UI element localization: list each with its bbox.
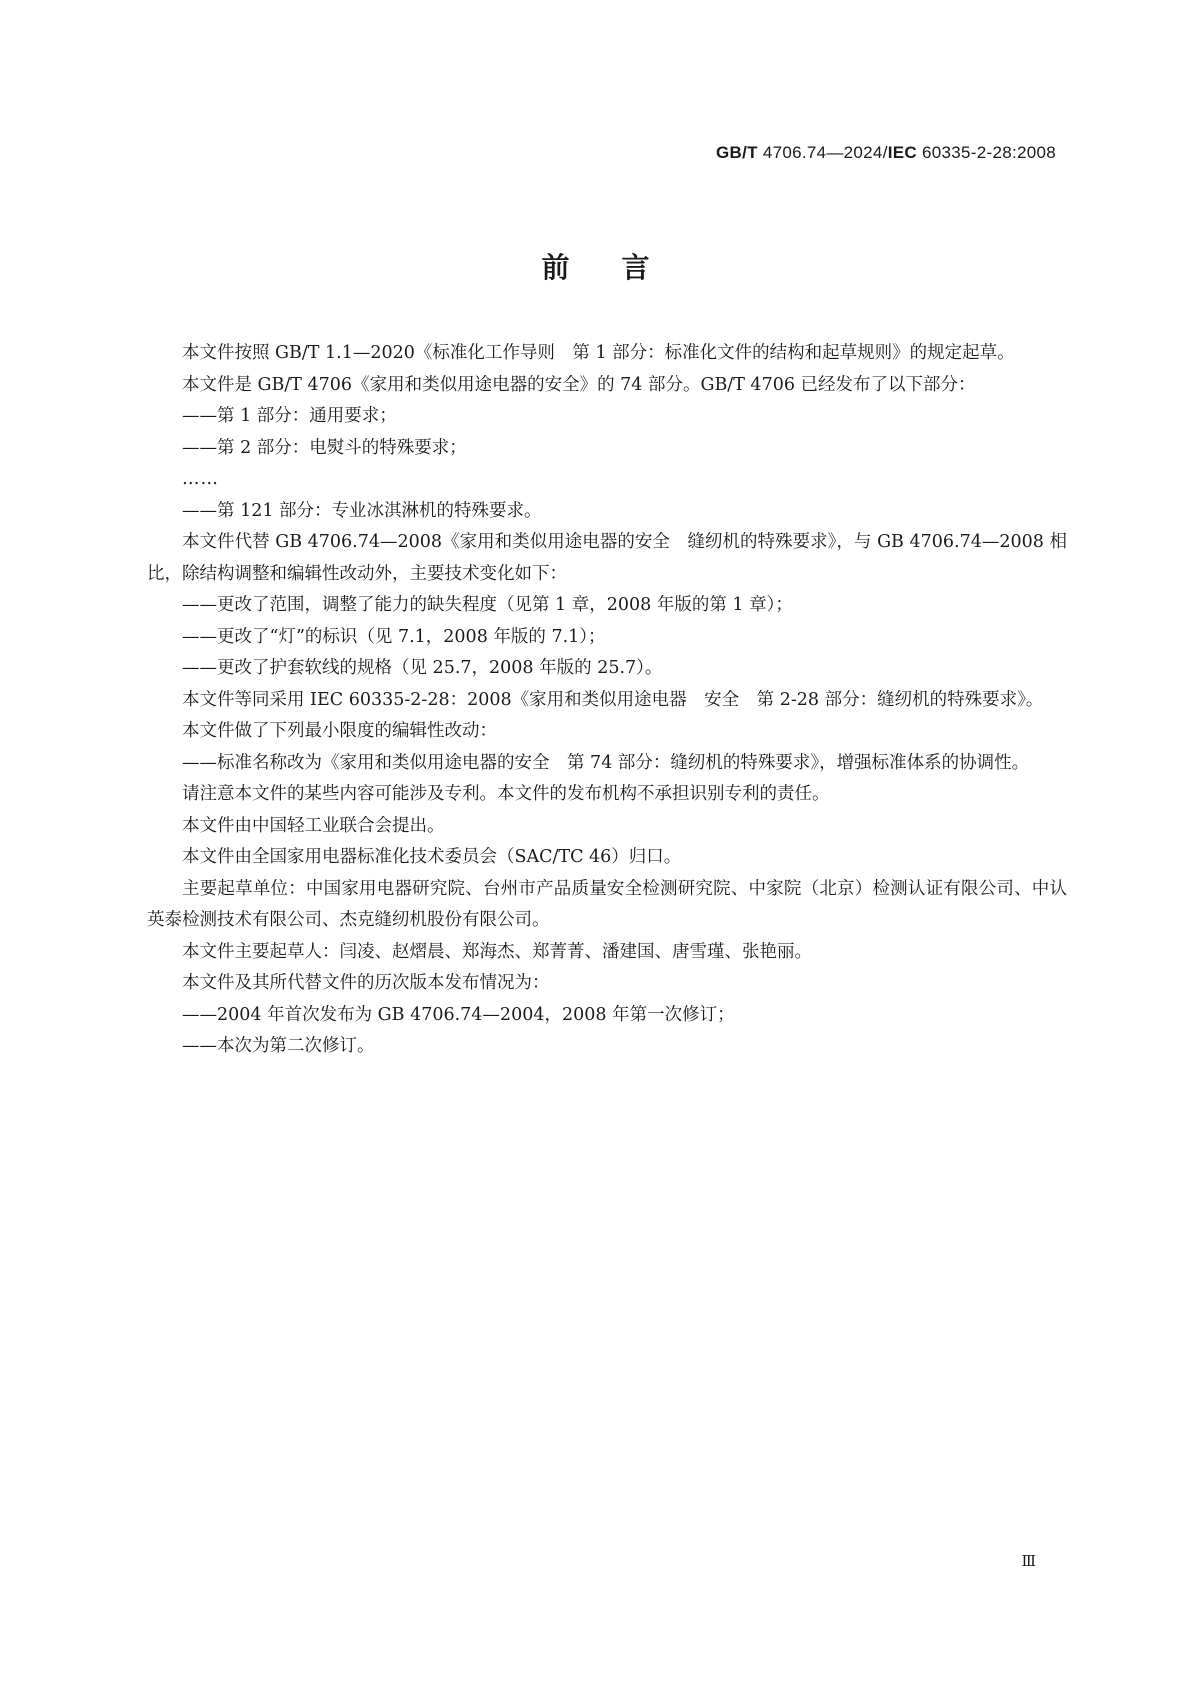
ellipsis: ……	[182, 469, 219, 489]
list-item: ——2004 年首次发布为 GB 4706.74—2004，2008 年第一次修订；	[182, 1004, 735, 1025]
code-iec: IEC	[887, 143, 917, 162]
paragraph-editorial: 本文件做了下列最小限度的编辑性改动：	[182, 721, 497, 741]
list-item: ——更改了“灯”的标识（见 7.1，2008 年版的 7.1）；	[182, 626, 606, 647]
paragraph-drafting-rule: 本文件按照 GB/T 1.1—2020《标准化工作导则 第 1 部分：标准化文件的结构和起草规则》的规定起草。	[182, 343, 1015, 363]
page-number: Ⅲ	[1021, 1554, 1036, 1570]
code-iec-number: 60335-2-28:2008	[916, 143, 1056, 162]
code-prefix: GB/T	[715, 143, 758, 162]
document-code	[716, 143, 1056, 163]
paragraph-committee: 本文件由全国家用电器标准化技术委员会（SAC/TC 46）归口。	[182, 847, 682, 867]
page-title: 前言	[541, 251, 702, 284]
list-item: ——本次为第二次修订。	[182, 1036, 375, 1056]
list-item: ——更改了护套软线的规格（见 25.7，2008 年版的 25.7）。	[182, 658, 663, 678]
paragraph-proposer: 本文件由中国轻工业联合会提出。	[182, 815, 445, 836]
list-item: ——标准名称改为《家用和类似用途电器的安全 第 74 部分：缝纫机的特殊要求》，增强标准体系的协调性。	[182, 752, 1030, 773]
list-item: ——第 121 部分：专业冰淇淋机的特殊要求。	[182, 500, 542, 521]
list-item: ——第 2 部分：电熨斗的特殊要求；	[182, 437, 467, 458]
paragraph-series: 本文件是 GB/T 4706《家用和类似用途电器的安全》的 74 部分。GB/T 4706 已经发布了以下部分：	[182, 374, 976, 395]
foreword-body	[147, 338, 1067, 1063]
list-item: ——第 1 部分：通用要求；	[182, 406, 397, 426]
paragraph-replaces: 本文件代替 GB 4706.74—2008《家用和类似用途电器的安全 缝纫机的特殊要求》，与 GB 4706.74—2008 相比，除结构调整和编辑性改动外，主要技术变化如下：	[147, 532, 1067, 584]
paragraph-patent: 请注意本文件的某些内容可能涉及专利。本文件的发布机构不承担识别专利的责任。	[182, 784, 830, 804]
paragraph-iec-adoption: 本文件等同采用 IEC 60335-2-28：2008《家用和类似用途电器 安全 第 2-28 部分：缝纫机的特殊要求》。	[182, 689, 1044, 710]
paragraph-history: 本文件及其所代替文件的历次版本发布情况为：	[182, 973, 550, 993]
list-item: ——更改了范围，调整了能力的缺失程度（见第 1 章，2008 年版的第 1 章）；	[182, 595, 793, 615]
code-number: 4706.74—2024/	[757, 143, 888, 162]
paragraph-drafting-units: 主要起草单位：中国家用电器研究院、台州市产品质量安全检测研究院、中家院（北京）检测认证有限公司、中认英泰检测技术有限公司、杰克缝纫机股份有限公司。	[147, 878, 1067, 930]
paragraph-drafters: 本文件主要起草人：闫凌、赵熠晨、郑海杰、郑菁菁、潘建国、唐雪瑾、张艳丽。	[182, 941, 812, 962]
